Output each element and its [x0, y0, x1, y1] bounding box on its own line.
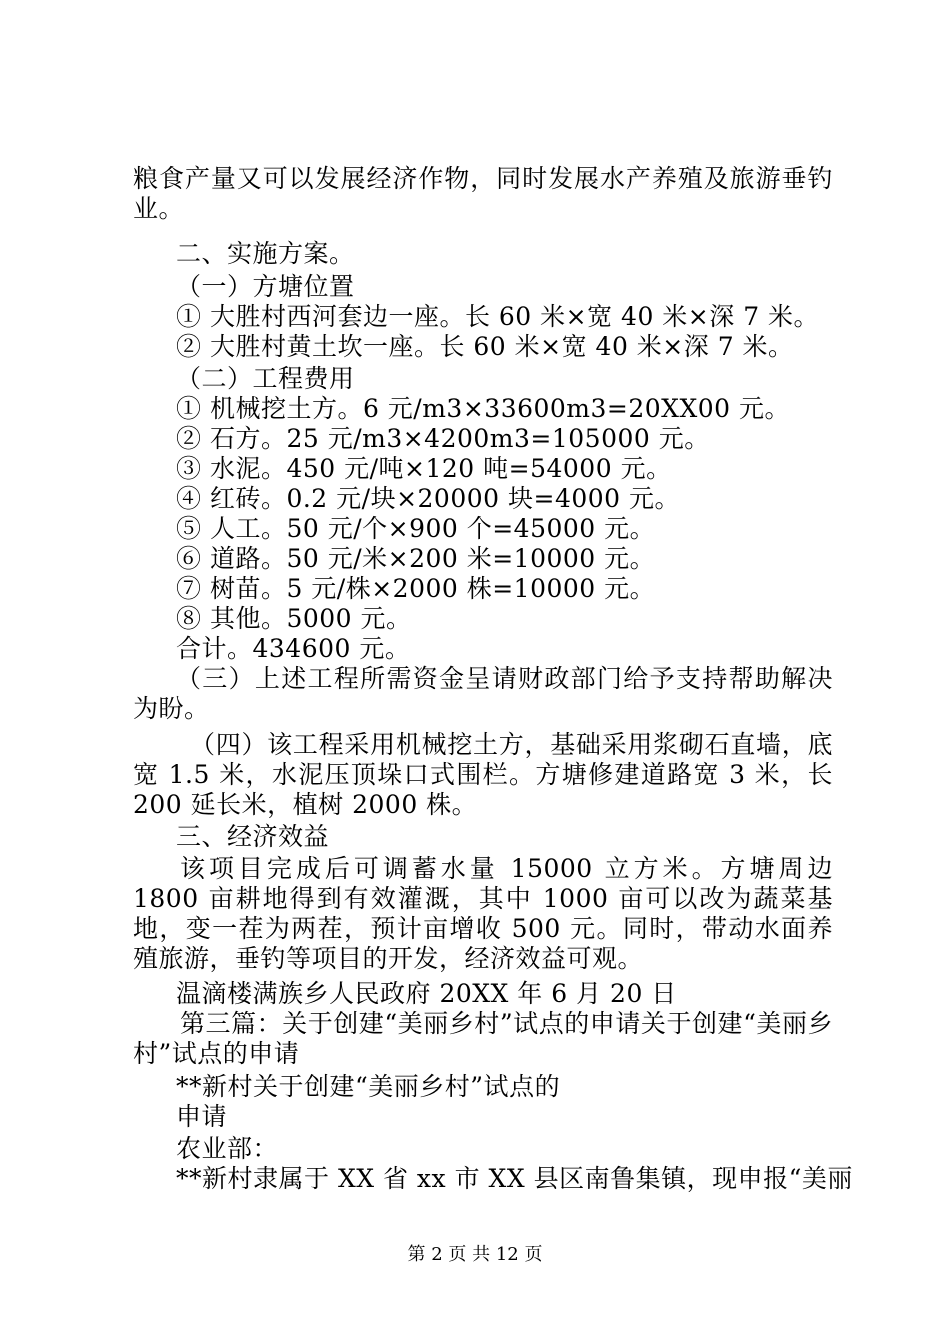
subheading-project-cost: （二）工程费用: [176, 364, 355, 393]
cost-total: 合计。434600 元。: [176, 634, 411, 663]
application-title-continued: 申请: [176, 1102, 228, 1131]
paragraph-benefits: 该项目完成后可调蓄水量 15000 立方米。方塘周边 1800 亩耕地得到有效灌溉，其中 1000 亩可以改为蔬菜基地，变一茬为两茬，预计亩增收 500 元。同时，带动水面养殖旅游，垂钓等项目的开发，经济效益可观。: [133, 854, 833, 973]
location-item-1: ① 大胜村西河套边一座。长 60 米×宽 40 米×深 7 米。: [176, 302, 820, 331]
cost-item-4: ④ 红砖。0.2 元/块×20000 块=4000 元。: [176, 484, 681, 513]
cost-item-8: ⑧ 其他。5000 元。: [176, 604, 412, 633]
signature-date: 温滴楼满族乡人民政府 20XX 年 6 月 20 日: [176, 979, 677, 1008]
cost-item-3: ③ 水泥。450 元/吨×120 吨=54000 元。: [176, 454, 672, 483]
cost-item-6: ⑥ 道路。50 元/米×200 米=10000 元。: [176, 544, 656, 573]
cost-item-1: ① 机械挖土方。6 元/m3×33600m3=20XX00 元。: [176, 394, 791, 423]
subheading-pond-location: （一）方塘位置: [176, 272, 355, 301]
third-article-title: 第三篇：关于创建“美丽乡村”试点的申请关于创建“美丽乡村”试点的申请: [133, 1009, 833, 1068]
cost-item-2: ② 石方。25 元/m3×4200m3=105000 元。: [176, 424, 710, 453]
heading-economic-benefits: 三、经济效益: [176, 822, 330, 851]
cost-item-5: ⑤ 人工。50 元/个×900 个=45000 元。: [176, 514, 656, 543]
paragraph-funding-request: （三）上述工程所需资金呈请财政部门给予支持帮助解决为盼。: [133, 664, 833, 723]
application-body-start: **新村隶属于 XX 省 xx 市 XX 县区南鲁集镇，现申报“美丽: [176, 1164, 853, 1193]
application-title: **新村关于创建“美丽乡村”试点的: [176, 1072, 561, 1101]
page-footer: 第 2 页 共 12 页: [407, 1244, 543, 1265]
paragraph-construction-details: （四）该工程采用机械挖土方，基础采用浆砌石直墙，底宽 1.5 米，水泥压顶垛口式围栏。方塘修建道路宽 3 米，长 200 延长米，植树 2000 株。: [133, 730, 833, 819]
heading-implementation-plan: 二、实施方案。: [176, 239, 355, 268]
cost-item-7: ⑦ 树苗。5 元/株×2000 株=10000 元。: [176, 574, 656, 603]
addressee: 农业部：: [176, 1134, 279, 1163]
location-item-2: ② 大胜村黄土坎一座。长 60 米×宽 40 米×深 7 米。: [176, 332, 794, 361]
paragraph-continuation: 粮食产量又可以发展经济作物，同时发展水产养殖及旅游垂钓业。: [133, 164, 833, 223]
